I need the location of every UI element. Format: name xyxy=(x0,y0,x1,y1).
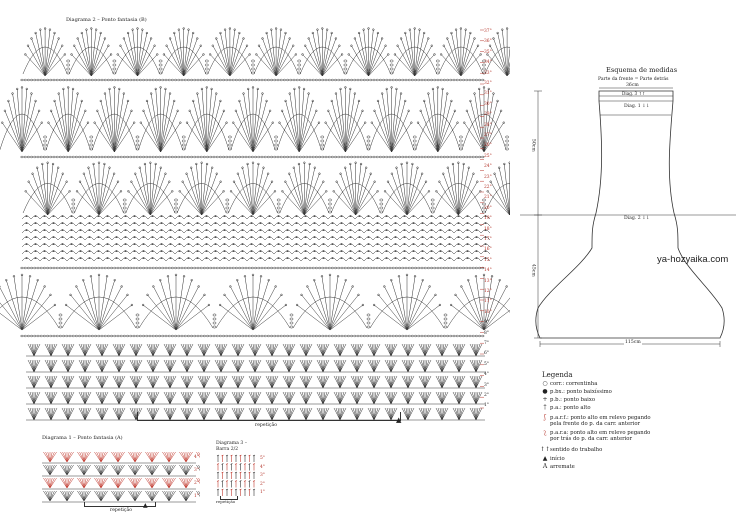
row-number: 3° xyxy=(484,382,489,388)
fan-motif xyxy=(346,28,393,76)
row-number: 13° xyxy=(484,278,492,284)
row-number: 4° xyxy=(194,455,199,460)
row-number: 30° xyxy=(484,101,492,107)
fan-motif xyxy=(323,87,370,153)
row-number: 5° xyxy=(260,456,265,461)
fan-motif xyxy=(23,28,70,76)
shell-motif xyxy=(128,491,141,501)
measurement-schema xyxy=(510,58,736,358)
legend-item xyxy=(540,447,602,453)
shell-motif xyxy=(77,465,90,475)
row-number: 21° xyxy=(484,195,492,201)
diagram-1-canvas xyxy=(40,444,200,504)
row-number: 1° xyxy=(194,494,199,499)
row-number: 17° xyxy=(484,237,492,242)
fan-motif xyxy=(254,28,301,76)
row-number: 15° xyxy=(484,257,492,263)
chain-row-25 xyxy=(21,156,484,158)
row-number: 33° xyxy=(484,70,492,76)
row-number: 6° xyxy=(484,351,489,357)
shell-motif xyxy=(145,478,158,488)
chain-row-32 xyxy=(21,79,484,81)
legend-item xyxy=(540,415,651,427)
row-number: 8° xyxy=(484,330,489,336)
row-number: 34° xyxy=(484,60,492,66)
legend-item-label: p.a.r.f.: ponto alto em relevo pegando pela frente do p. da carr. anterior xyxy=(550,415,651,427)
shell-motif xyxy=(60,478,73,488)
fan-motif xyxy=(46,87,93,153)
band-rows-33-37 xyxy=(23,28,510,76)
fan-motif xyxy=(115,28,162,76)
shell-motif xyxy=(43,465,56,475)
fan-motif xyxy=(280,162,332,215)
row-number: 9° xyxy=(484,320,489,326)
fan-motif xyxy=(370,274,447,330)
shell-motif xyxy=(162,491,175,501)
diagram-1-row-numbers xyxy=(194,444,206,504)
legend-title: Legenda xyxy=(542,371,573,379)
shell-motif xyxy=(111,465,124,475)
legend-item-label-cont: pela frente do p. da carr. anterior xyxy=(550,421,641,427)
legend-item xyxy=(540,397,595,403)
row-number: 24° xyxy=(484,164,492,170)
shell-motif xyxy=(145,491,158,501)
main-start-icon: ▲ xyxy=(396,416,402,424)
shell-motif xyxy=(162,465,175,475)
diagram-3-chart xyxy=(212,442,272,504)
fan-motif xyxy=(139,274,216,330)
legend-item-label: arremate xyxy=(550,464,575,470)
fan-motif xyxy=(0,87,47,153)
fan-motif xyxy=(69,28,116,76)
legend xyxy=(540,372,730,492)
direction-arrows-icon: ↑↑ xyxy=(540,446,551,453)
schema-top-width: 36cm xyxy=(626,83,639,88)
fan-motif xyxy=(331,162,383,215)
main-repeat-bracket xyxy=(137,412,401,421)
shell-motif xyxy=(111,478,124,488)
fan-motif xyxy=(439,28,486,76)
shell-motif xyxy=(111,491,124,501)
front-post-dc-icon: ʃ xyxy=(544,414,546,421)
shell-motif xyxy=(162,478,175,488)
shell-motif xyxy=(179,465,192,475)
legend-item xyxy=(540,464,575,470)
legend-item xyxy=(540,456,565,462)
row-number: 3° xyxy=(260,473,265,478)
legend-item-label: p.a.: ponto alto xyxy=(550,405,591,411)
row-number: 7° xyxy=(484,341,489,346)
schema-bottom-width: 115cm xyxy=(625,340,641,345)
shell-motif xyxy=(43,452,56,462)
diagram-1-chart xyxy=(36,436,206,516)
row-number: 28° xyxy=(484,122,492,128)
chain-icon: ○ xyxy=(542,380,548,387)
fan-motif xyxy=(162,28,209,76)
diagram-1-repeat-label: repetição xyxy=(110,508,132,513)
schema-diag3-label: Diag. 3 ↑↑ xyxy=(622,91,646,96)
shell-motif xyxy=(162,452,175,462)
row-number: 2° xyxy=(194,481,199,486)
fan-motif xyxy=(300,28,347,76)
row-number: 32° xyxy=(484,81,492,86)
shell-motif xyxy=(128,478,141,488)
fan-motif xyxy=(185,87,232,153)
legend-item-label: p.b.: ponto baixo xyxy=(550,397,596,403)
shell-motif xyxy=(77,452,90,462)
diagram-1-stitches xyxy=(42,452,200,502)
schema-title: Esquema de medidas xyxy=(606,66,678,74)
fan-motif xyxy=(434,162,486,215)
shell-rows-1-7 xyxy=(26,344,485,420)
legend-item-label: p.bx.: ponto baixíssimo xyxy=(550,389,612,395)
legend-item-label: p.a.r.a: ponto alto em relevo pegando por trás do p. da carr. anterior xyxy=(550,430,651,442)
fan-motif xyxy=(416,87,463,153)
main-chart-title: Diagrama 2 – Ponto fantasia (B) xyxy=(66,17,147,23)
diagram-3-stitches xyxy=(217,455,255,496)
row-number: 31° xyxy=(484,91,492,97)
shell-motif xyxy=(60,491,73,501)
legend-item xyxy=(540,389,612,395)
slip-stitch-icon: ● xyxy=(542,388,548,395)
fan-motif xyxy=(216,274,293,330)
row-number: 19° xyxy=(484,216,492,222)
legend-item-label-cont: por trás do p. da carr. anterior xyxy=(550,436,633,442)
shell-motif xyxy=(94,465,107,475)
schema-height-upper: 50cm xyxy=(530,138,536,152)
row-number: 14° xyxy=(484,268,492,274)
row-number: 20° xyxy=(484,205,492,211)
row-number: 11° xyxy=(484,299,492,305)
row-number: 36° xyxy=(484,39,492,45)
shell-motif xyxy=(94,491,107,501)
row-number: 1° xyxy=(260,490,265,495)
schema-height-lower: 45cm xyxy=(530,263,536,277)
legend-item-label: início xyxy=(550,456,565,462)
legend-item-label: sentido do trabalho xyxy=(550,447,603,453)
row-number: 25° xyxy=(484,153,492,159)
main-chart-stitches xyxy=(0,28,510,420)
row-number: 22° xyxy=(484,185,492,190)
schema-diag2-label: Diag. 2 ↓↓ xyxy=(624,216,650,221)
shell-motif xyxy=(111,452,124,462)
row-number: 12° xyxy=(484,289,492,294)
row-number: 5° xyxy=(484,361,489,367)
fan-motif xyxy=(382,162,434,215)
diagram-3-row-numbers xyxy=(260,453,272,497)
shell-motif xyxy=(128,452,141,462)
row-number: 4° xyxy=(484,372,489,378)
fan-motif xyxy=(177,162,229,215)
fan-motif xyxy=(62,274,139,330)
diagram-3-repeat-label: repetição xyxy=(216,499,236,504)
fan-motif xyxy=(228,162,280,215)
fasten-off-icon: A xyxy=(542,463,548,470)
shell-motif xyxy=(43,478,56,488)
diagram-1-title: Diagrama 1 – Ponto fantasia (A) xyxy=(42,435,123,441)
fan-motif xyxy=(293,274,370,330)
shell-motif xyxy=(77,478,90,488)
shell-motif xyxy=(43,491,56,501)
row-number: 10° xyxy=(484,309,492,315)
row-number: 37° xyxy=(484,29,492,34)
main-chart-row-numbers xyxy=(484,0,504,420)
chain-row-15 xyxy=(21,267,484,269)
diagram-3-title: Diagrama 3 – xyxy=(216,441,248,446)
diagram-1-start-icon: ▲ xyxy=(143,502,148,509)
main-repeat-label: repetição xyxy=(255,423,277,428)
fan-motif xyxy=(23,162,75,215)
band-rows-20-24 xyxy=(23,162,510,215)
shell-motif xyxy=(179,452,192,462)
diagram-3-subtitle: Barra 2/2 xyxy=(216,447,239,452)
chain-row-8 xyxy=(21,335,484,337)
fan-motif xyxy=(277,87,324,153)
shell-motif xyxy=(145,452,158,462)
row-number: 2° xyxy=(260,481,265,487)
shell-motif xyxy=(179,478,192,488)
shell-motif xyxy=(94,452,107,462)
band-rows-26-31 xyxy=(0,87,509,153)
legend-item-label: corr.: correntinha xyxy=(550,381,598,387)
fan-motif xyxy=(231,87,278,153)
schema-outline xyxy=(510,58,736,358)
shell-motif xyxy=(179,491,192,501)
row-number: 35° xyxy=(484,49,492,55)
shell-motif xyxy=(94,478,107,488)
shell-motif xyxy=(128,465,141,475)
fan-motif xyxy=(0,274,62,330)
fan-motif xyxy=(74,162,126,215)
start-icon: ▲ xyxy=(542,455,548,462)
fan-motif xyxy=(369,87,416,153)
row-number: 16° xyxy=(484,247,492,253)
fan-motif xyxy=(126,162,178,215)
row-number: 27° xyxy=(484,133,492,138)
legend-list xyxy=(540,381,730,491)
legend-item xyxy=(540,430,650,442)
schema-diag1-label: Diag. 1 ↓↓ xyxy=(624,104,650,109)
shell-motif xyxy=(145,465,158,475)
row-number: 3° xyxy=(194,468,199,473)
row-number: 4° xyxy=(260,464,265,470)
row-number: 2° xyxy=(484,393,489,398)
double-crochet-icon: † xyxy=(543,404,547,411)
schema-subtitle: Parte da frente = Parte detrás xyxy=(598,77,669,82)
legend-item xyxy=(540,381,597,387)
back-post-dc-icon: ʅ xyxy=(543,429,547,436)
row-number: 29° xyxy=(484,112,492,118)
shell-motif xyxy=(60,452,73,462)
shell-motif xyxy=(77,491,90,501)
diagram-3-canvas xyxy=(214,453,260,497)
shell-motif xyxy=(60,465,73,475)
row-number: 1° xyxy=(484,403,489,409)
band-rows-9-14 xyxy=(0,274,510,330)
fan-motif xyxy=(393,28,440,76)
row-number: 23° xyxy=(484,174,492,180)
fan-motif xyxy=(208,28,255,76)
fan-motif xyxy=(138,87,185,153)
watermark-text: ya-hozyaika.com xyxy=(657,254,729,265)
row-number: 26° xyxy=(484,143,492,149)
legend-item xyxy=(540,405,591,411)
single-crochet-icon: + xyxy=(542,396,548,403)
row-number: 18° xyxy=(484,226,492,232)
fan-motif xyxy=(92,87,139,153)
mesh-rows-16-19 xyxy=(22,215,490,261)
